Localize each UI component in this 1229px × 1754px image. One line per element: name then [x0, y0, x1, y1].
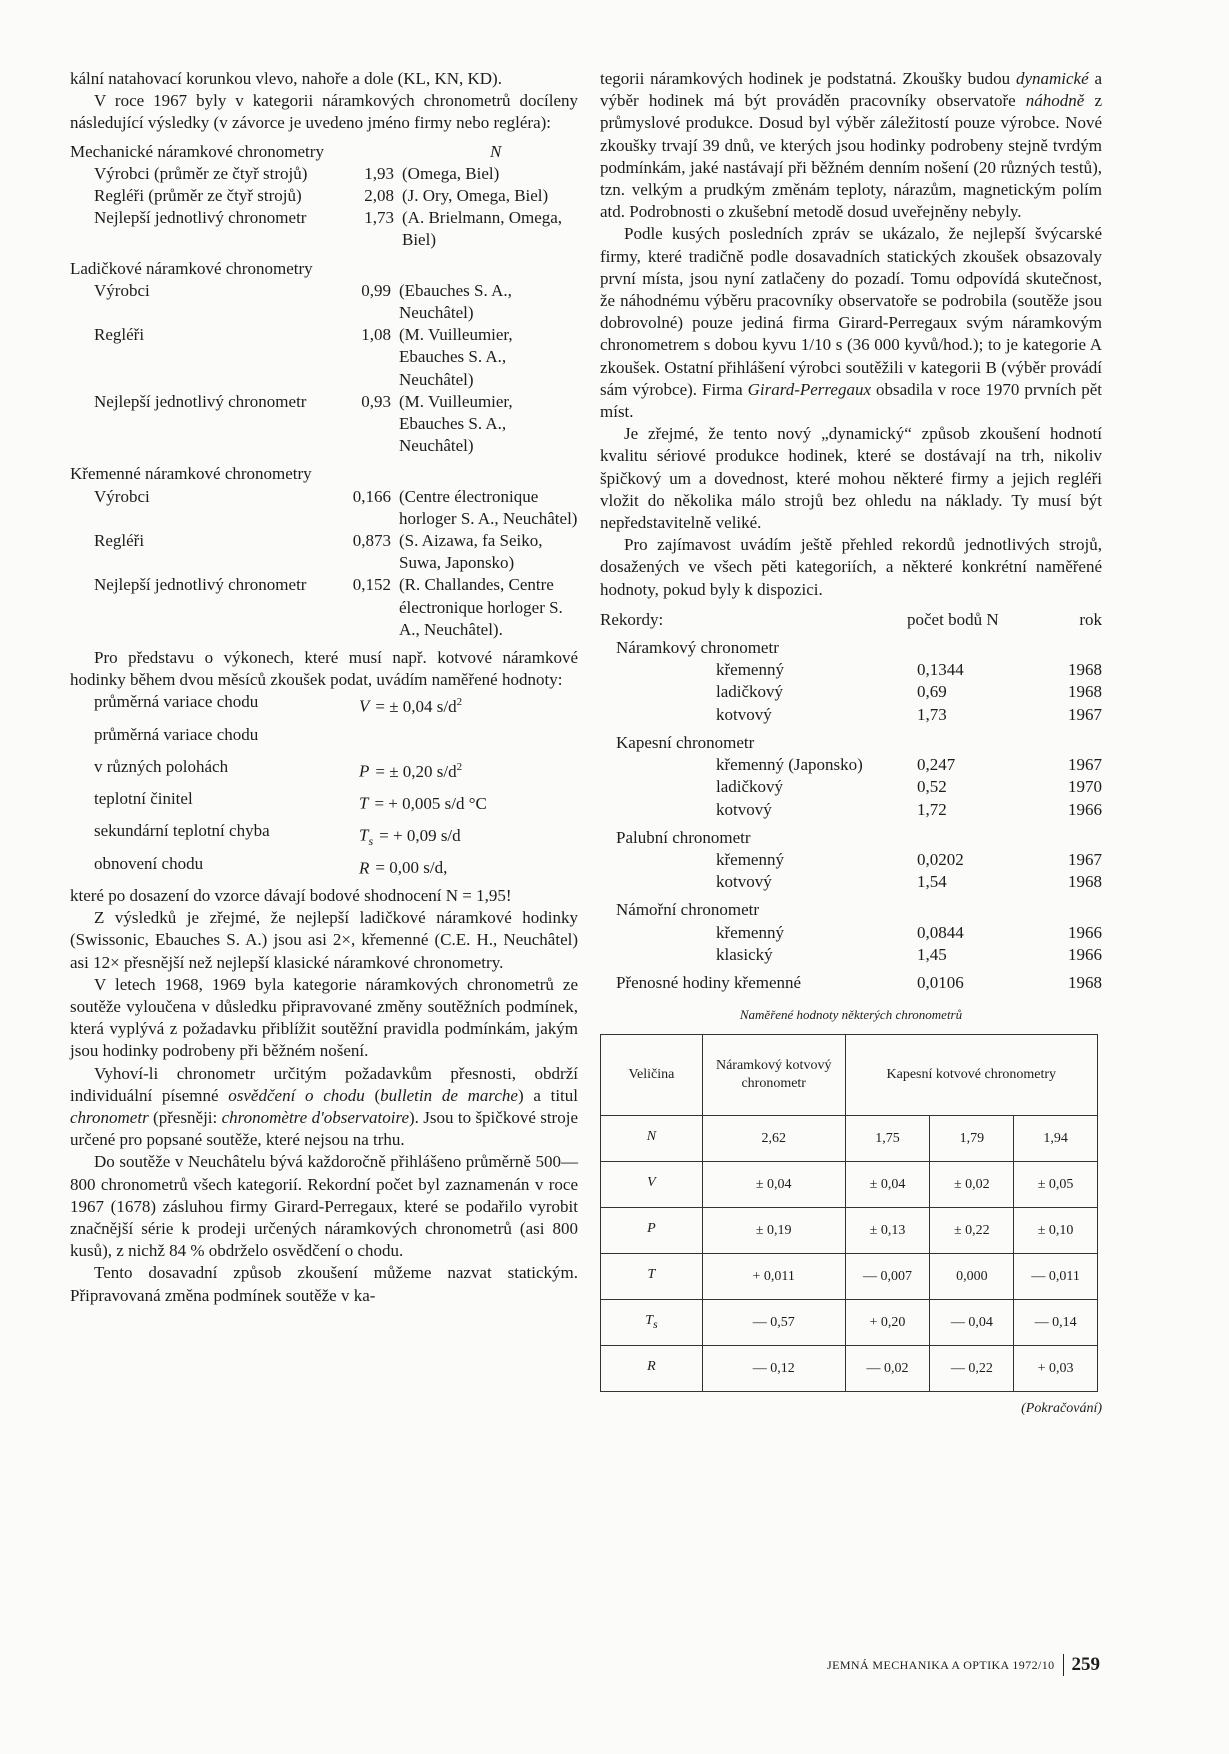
formula-label: obnovení chodu: [94, 853, 204, 873]
formula-row: [70, 724, 578, 756]
records-year: 1968: [1068, 682, 1102, 702]
right-column: [600, 68, 1102, 1421]
paragraph-substitution: které po dosazení do vzorce dávají bodové shodnocení N = 1,95!: [70, 885, 512, 905]
formula-expression: [359, 853, 447, 885]
result-organization: (R. Challandes, Centre électronique horloger S. A., Neuchâtel).: [399, 575, 563, 639]
table-row: [601, 1300, 1098, 1346]
records-title: Rekordy:: [600, 609, 664, 629]
table-cell: 1,75: [845, 1116, 930, 1162]
continued-note: (Pokračování): [1021, 1401, 1102, 1417]
paragraph-1967-results: V roce 1967 byly v kategorii náramkových chronometrů docíleny následující výsledky (v závorce je uvedeno jméno firmy nebo regléra):: [70, 91, 578, 133]
table-quantity-symbol: T: [645, 1313, 653, 1329]
table-quantity: [601, 1208, 703, 1254]
page-number: 259: [1063, 1654, 1101, 1676]
result-label: Výrobci: [94, 280, 150, 300]
table-header-pocket: Kapesní kotvové chronometry: [845, 1035, 1097, 1116]
formula-label: teplotní činitel: [94, 789, 193, 809]
measured-values-list: [70, 691, 578, 885]
records-type: křemenný: [716, 660, 784, 680]
result-value: 1,93: [364, 163, 394, 183]
result-value: 1,73: [364, 208, 394, 228]
records-points: 0,69: [917, 682, 947, 702]
result-label: Nejlepší jednotlivý chronometr: [94, 208, 307, 228]
formula-expression: [359, 820, 461, 852]
records-points: 0,0202: [917, 849, 964, 869]
records-year: 1968: [1068, 660, 1102, 680]
records-points: 0,1344: [917, 660, 964, 680]
records-column-points: počet bodů N: [907, 609, 999, 629]
formula-row: [70, 756, 578, 788]
result-row: [70, 574, 578, 641]
formula-label: průměrná variace chodu: [94, 692, 259, 712]
formula-expression: [359, 691, 462, 723]
table-cell: — 0,02: [845, 1346, 930, 1392]
records-type: křemenný: [716, 849, 784, 869]
result-organization: (A. Brielmann, Omega, Biel): [402, 208, 563, 250]
formula-symbol: V: [359, 697, 370, 717]
records-portable-row: Přenosné hodiny křemenné 0,0106 1968: [616, 972, 1102, 992]
records-year: 1968: [1068, 872, 1102, 892]
table-row: [601, 1208, 1098, 1254]
result-row: [70, 324, 578, 391]
table-cell: ± 0,02: [930, 1162, 1014, 1208]
formula-subscript: s: [368, 834, 374, 849]
table-cell: ± 0,13: [845, 1208, 930, 1254]
column-n-label: N: [490, 141, 502, 161]
result-value: 0,93: [361, 391, 391, 411]
result-row: [70, 280, 578, 324]
records-type: ladičkový: [716, 682, 784, 702]
tuning-fork-results-list: [70, 280, 578, 458]
paragraph-records-intro: Pro zajímavost uvádím ještě přehled rekordů jednotlivých strojů, dosažených ve všech pěti kategoriích, a některé konkrétní naměřené hodnoty, pokud byly k dispozici.: [600, 535, 1102, 599]
table-quantity: [601, 1300, 703, 1346]
records-column-year: rok: [1079, 609, 1102, 629]
records-row: [600, 704, 1102, 726]
result-organization: (Centre électronique horloger S. A., Neuchâtel): [399, 486, 578, 528]
paragraph-latest-news: Podle kusých posledních zpráv se ukázalo, že nejlepší švýcarské firmy, které tradičně podle dosavadních statických zkoušek obsazovaly první místa, jsou nyní zatlačeny do pozadí. Tomu odpovídá skutečnost, že náhodnému výběru pracovníky observatoře se podrobila (soutěže jsou dobrovolné) pouze jediná firma Girard-Perregaux svým náramkovým chronometrem s dobou kyvu 1/10 s (36 000 kyvů/hod.); to je kategorie A zkoušek. Ostatní přihlášení výrobci soutěžili v kategorii B (výběr provádí sám výrobce). Firma Girard-Perregaux obsadila v roce 1970 prvních pět míst.: [600, 224, 1102, 422]
records-points: 1,54: [917, 872, 947, 892]
records-year: 1966: [1068, 799, 1102, 819]
records-row: [600, 944, 1102, 966]
left-column: [70, 68, 578, 1307]
result-value: 0,152: [352, 575, 391, 595]
table-cell: — 0,011: [1014, 1254, 1098, 1300]
records-row: [600, 849, 1102, 871]
mechanical-chronometers-heading: [70, 141, 578, 163]
table-cell: ± 0,04: [845, 1162, 930, 1208]
table-quantity: [601, 1346, 703, 1392]
category-title: Mechanické náramkové chronometry: [70, 141, 324, 161]
table-quantity-symbol: R: [647, 1359, 656, 1375]
result-row: [70, 486, 578, 530]
records-list: [600, 637, 1102, 966]
formula-value: [359, 729, 365, 748]
paragraph-neuchatel-contest: Do soutěže v Neuchâtelu bývá každoročně přihlášeno průměrně 500—800 chronometrů všech kategorií. Rekordní počet byl zaznamenán v roce 1967 (1678) zásluhou firmy Girard-Perregaux, které se podařilo vyrobit značnější série k prodeji určených náramkových chronometrů (asi 800 kusů), z nichž 84 % obdrželo osvědčení o chodu.: [70, 1152, 578, 1261]
table-cell: — 0,12: [702, 1346, 845, 1392]
paragraph-dynamic-evaluation: Je zřejmé, že tento nový „dynamický“ způsob zkoušení hodnotí kvalitu sériové produkce hodinek, které se dostávají na trh, nikoliv špičkový um a dovednost, které mohou některé firmy a jejich regléři vložit do několika málo strojů bez ohledu na náklady. Ty musí být nepředstavitelně veliké.: [600, 424, 1102, 533]
result-label: Regléři: [94, 325, 145, 345]
result-label: Regléři (průměr ze čtyř strojů): [94, 186, 302, 206]
table-header-quantity: Veličina: [601, 1035, 703, 1116]
formula-expression: [359, 724, 365, 756]
records-points: 0,247: [917, 755, 956, 775]
formula-superscript: 2: [456, 696, 463, 709]
tuning-fork-chronometers-heading: Ladičkové náramkové chronometry: [70, 258, 313, 278]
paragraph-1968-1969: V letech 1968, 1969 byla kategorie náramkových chronometrů ze soutěže vyloučena v důsledku připravované změny soutěžních podmínek, která vyplývá z požadavku přiblížit soutěžní pravidla podmínkám, jakým jsou hodinky podrobeny při běžném nošení.: [70, 974, 578, 1061]
records-points: 0,0844: [917, 922, 964, 942]
page-footer: [760, 1654, 1100, 1676]
table-cell: ± 0,10: [1014, 1208, 1098, 1254]
records-row: [600, 659, 1102, 681]
formula-value: = + 0,005 s/d °C: [374, 793, 487, 813]
table-cell: + 0,03: [1014, 1346, 1098, 1392]
formula-symbol: T: [359, 793, 369, 813]
table-row: [601, 1254, 1098, 1300]
records-type: kotvový: [716, 799, 772, 819]
table-cell: ± 0,22: [930, 1208, 1014, 1254]
table-cell: ± 0,04: [702, 1162, 845, 1208]
records-category: Kapesní chronometr: [616, 732, 755, 752]
table-cell: — 0,04: [930, 1300, 1014, 1346]
result-row: [70, 163, 578, 185]
records-category: Palubní chronometr: [616, 827, 751, 847]
table-header-row: [601, 1035, 1098, 1116]
result-value: 2,08: [364, 186, 394, 206]
records-type: křemenný (Japonsko): [716, 755, 863, 775]
records-year: 1967: [1068, 704, 1102, 724]
mechanical-results-list: [70, 163, 578, 252]
records-year: 1966: [1068, 944, 1102, 964]
table-cell: ± 0,19: [702, 1208, 845, 1254]
records-year: 1966: [1068, 922, 1102, 942]
table-cell: — 0,22: [930, 1346, 1014, 1392]
records-points: 1,73: [917, 704, 947, 724]
records-type: klasický: [716, 944, 773, 964]
table-quantity: [601, 1254, 703, 1300]
result-label: Výrobci: [94, 486, 150, 506]
result-label: Nejlepší jednotlivý chronometr: [94, 391, 307, 411]
formula-label: průměrná variace chodu: [94, 724, 259, 744]
records-year: 1970: [1068, 777, 1102, 797]
result-row: [70, 185, 578, 207]
records-type: kotvový: [716, 704, 772, 724]
table-row: [601, 1162, 1098, 1208]
result-row: [70, 530, 578, 574]
records-year: 1967: [1068, 849, 1102, 869]
table-caption: Naměřené hodnoty některých chronometrů: [739, 1007, 963, 1023]
table-quantity-symbol: P: [647, 1221, 656, 1237]
table-quantity-subscript: s: [653, 1317, 658, 1332]
table-cell: 1,79: [930, 1116, 1014, 1162]
formula-row: [70, 853, 578, 885]
records-year: 1967: [1068, 755, 1102, 775]
paragraph-certificate: Vyhoví-li chronometr určitým požadavkům přesnosti, obdrží individuální písemné osvědčení o chodu (bulletin de marche) a titul chronometr (přesněji: chronomètre d'observatoire). Jsou to špičkové stroje určené pro popsané soutěže, které nejsou na trhu.: [70, 1063, 578, 1150]
result-organization: (Omega, Biel): [402, 163, 500, 183]
table-quantity: [601, 1116, 703, 1162]
result-value: 0,166: [352, 486, 391, 506]
records-points: 0,52: [917, 777, 947, 797]
paragraph-static-method: Tento dosavadní způsob zkoušení můžeme nazvat statickým. Připravovaná změna podmínek soutěže v ka-: [70, 1263, 578, 1305]
records-type: kotvový: [716, 872, 772, 892]
paragraph-results-comparison: Z výsledků je zřejmé, že nejlepší ladičkové náramkové hodinky (Swissonic, Ebauches S. A.) jsou asi 2×, křemenné (C.E. H., Neuchâtel) asi 12× přesnější než nejlepší klasické náramkové chronometry.: [70, 908, 578, 972]
result-organization: (M. Vuilleumier, Ebauches S. A., Neuchâtel): [399, 391, 513, 456]
table-cell: 2,62: [702, 1116, 845, 1162]
records-type: křemenný: [716, 922, 784, 942]
table-quantity-symbol: N: [646, 1129, 657, 1145]
formula-expression: [359, 756, 462, 788]
formula-row: [70, 788, 578, 820]
records-category: Námořní chronometr: [616, 900, 760, 920]
records-header: [600, 609, 1102, 631]
formula-superscript: 2: [456, 760, 463, 773]
table-cell: — 0,57: [702, 1300, 845, 1346]
records-points: 1,72: [917, 799, 947, 819]
records-row: [600, 754, 1102, 776]
formula-label: v různých polohách: [94, 756, 229, 776]
formula-value: = + 0,09 s/d: [379, 826, 461, 846]
paragraph-performance: Pro představu o výkonech, které musí např. kotvové náramkové hodinky během dvou měsíců zkoušek podat, uvádím naměřené hodnoty:: [70, 648, 578, 690]
formula-label: sekundární teplotní chyba: [94, 821, 270, 841]
table-cell: — 0,14: [1014, 1300, 1098, 1346]
result-organization: (S. Aizawa, fa Seiko, Suwa, Japonsko): [399, 531, 543, 573]
table-quantity: [601, 1162, 703, 1208]
formula-row: [70, 691, 578, 723]
table-row: [601, 1116, 1098, 1162]
quartz-results-list: [70, 486, 578, 641]
records-type: ladičkový: [716, 777, 784, 797]
result-value: 1,08: [361, 325, 391, 345]
formula-value: = 0,00 s/d,: [375, 858, 448, 878]
result-organization: (M. Vuilleumier, Ebauches S. A., Neuchâtel): [399, 325, 513, 389]
result-row: [70, 207, 578, 251]
result-label: Výrobci (průměr ze čtyř strojů): [94, 163, 308, 183]
paragraph-dynamic-tests: tegorii náramkových hodinek je podstatná. Zkoušky budou dynamické a výběr hodinek má být prováděn pracovníky observatoře náhodně z průmyslové produkce. Dosud byl výběr záležitostí pouze výrobce. Nové zkoušky trvají 39 dnů, ve kterých jsou hodinky podrobeny stejně tvrdým podmínkám, jaké nastávají při běžném denním nošení (20 různých testů), tzn. velkým a prudkým změnám teploty, nárazům, magnetickým polím atd. Podrobnosti o zkušební metodě dosud uveřejněny nebyly.: [600, 69, 1103, 222]
result-value: 0,99: [361, 280, 391, 300]
result-organization: (J. Ory, Omega, Biel): [402, 186, 549, 206]
formula-symbol: P: [359, 761, 370, 781]
table-cell: — 0,007: [845, 1254, 930, 1300]
result-label: Nejlepší jednotlivý chronometr: [94, 575, 307, 595]
table-cell: ± 0,05: [1014, 1162, 1098, 1208]
formula-row: [70, 820, 578, 852]
records-row: [600, 871, 1102, 893]
table-cell: + 0,20: [845, 1300, 930, 1346]
journal-name: JEMNÁ MECHANIKA A OPTIKA 1972/10: [827, 1657, 1055, 1672]
paragraph-intro-continued: kální natahovací korunkou vlevo, nahoře a dole (KL, KN, KD).: [70, 69, 502, 88]
table-quantity-symbol: V: [647, 1175, 656, 1191]
table-header-wrist: Náramkový kotvový chronometr: [702, 1035, 845, 1116]
table-cell: 1,94: [1014, 1116, 1098, 1162]
records-row: [600, 776, 1102, 798]
table-cell: + 0,011: [702, 1254, 845, 1300]
result-value: 0,873: [352, 531, 391, 551]
table-cell: 0,000: [930, 1254, 1014, 1300]
result-row: [70, 391, 578, 458]
result-organization: (Ebauches S. A., Neuchâtel): [399, 280, 512, 323]
quartz-chronometers-heading: Křemenné náramkové chronometry: [70, 464, 312, 484]
records-row: [600, 799, 1102, 821]
records-row: [600, 681, 1102, 703]
result-label: Regléři: [94, 531, 145, 551]
table-quantity-symbol: T: [647, 1267, 656, 1283]
formula-value: = ± 0,20 s/d: [375, 761, 457, 781]
measured-values-table: [600, 1034, 1098, 1392]
formula-symbol: T: [359, 826, 369, 846]
formula-expression: [359, 788, 487, 820]
records-category: Náramkový chronometr: [616, 638, 779, 658]
formula-symbol: R: [359, 858, 370, 878]
table-row: [601, 1346, 1098, 1392]
records-points: 1,45: [917, 944, 947, 964]
formula-value: = ± 0,04 s/d: [375, 697, 457, 717]
records-row: [600, 922, 1102, 944]
